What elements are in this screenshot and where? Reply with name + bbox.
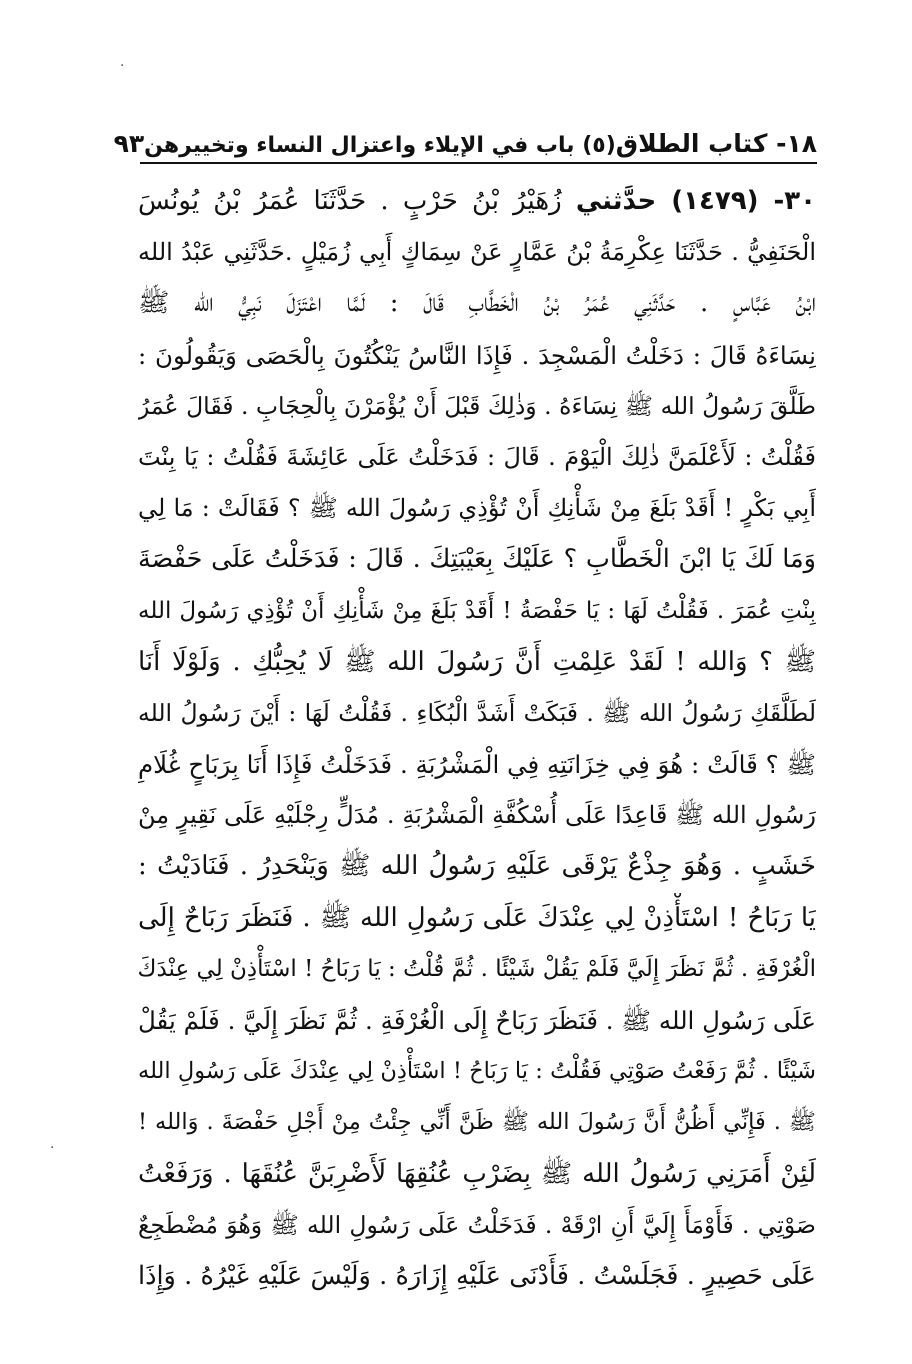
text-line: خَشَبٍ . وَهُوَ جِذْعٌ يَرْقَى عَلَيْهِ رَسُولُ الله ﷺ وَيَنْحَدِرُ . فَنَادَيْتُ : <box>138 851 816 882</box>
text-line: رَسُولِ الله ﷺ قَاعِدًا عَلَى أُسْكُفَّةِ الْمَشْرُبَةِ . مُدَلٍّ رِجْلَيْهِ عَلَى نَقِيرٍ مِنْ <box>138 801 816 830</box>
text-line-content: زُهَيْرُ بْنُ حَرْبٍ . حَدَّثَنَا عُمَرُ بْنُ يُونُسَ <box>138 186 562 216</box>
text-line: صَوْتِي . فَأَوْمَأَ إِلَيَّ أَنِ ارْقَهْ . فَدَخَلْتُ عَلَى رَسُولِ الله ﷺ وَهُوَ مُضْطَجِعٌ <box>138 1210 816 1239</box>
chapter-title: ١٨- كتاب الطلاق <box>615 129 817 158</box>
text-line: فَقُلْتُ : لَأَعْلَمَنَّ ذٰلِكَ الْيَوْمَ . قَالَ : فَدَخَلْتُ عَلَى عَائِشَةَ فَقُلْتُ : يَا بِنْتَ <box>138 442 816 471</box>
text-line: عَلَى حَصِيرٍ . فَجَلَسْتُ . فَأَدْنَى عَلَيْهِ إِزَارَهُ . وَلَيْسَ عَلَيْهِ غَيْرُهُ . وَإِذَا <box>138 1260 816 1291</box>
text-line: لَئِنْ أَمَرَنِي رَسُولُ الله ﷺ بِضَرْبِ عُنُقِهَا لَأَضْرِبَنَّ عُنُقَهَا . وَرَفَعْتُ <box>138 1158 816 1189</box>
text-line <box>138 176 816 227</box>
page-header <box>113 122 817 164</box>
section-title: (٥) باب في الإيلاء واعتزال النساء وتخييرهن <box>144 133 616 158</box>
text-line: نِسَاءَهُ قَالَ : دَخَلْتُ الْمَسْجِدَ . فَإِذَا النَّاسُ يَنْكُتُونَ بِالْحَصَى وَيَقُولُونَ : <box>138 340 816 370</box>
hadith-text <box>138 176 816 1302</box>
text-line: الْحَنَفِيُّ . حَدَّثَنَا عِكْرِمَةُ بْنُ عَمَّارٍ عَنْ سِمَاكٍ أَبِي زُمَيْلٍ .حَدَّثَنِي عَبْدُ الله <box>138 238 816 267</box>
text-line: وَمَا لَكَ يَا ابْنَ الْخَطَّابِ ؟ عَلَيْكَ بِعَيْبَتِكَ . قَالَ : فَدَخَلْتُ عَلَى حَفْصَةَ <box>138 544 816 575</box>
page-number: ٩٣ <box>113 129 145 158</box>
margin-dot-top: · <box>120 58 125 74</box>
text-line: الْغُرْفَةِ . ثُمَّ نَظَرَ إِلَيَّ فَلَمْ يَقُلْ شَيْئًا . ثُمَّ قُلْتُ : يَا رَبَاحُ ! اسْتَأْذِنْ لِي عِنْدَكَ <box>138 955 816 982</box>
text-line: ﷺ ؟ وَالله ! لَقَدْ عَلِمْتِ أَنَّ رَسُولَ الله ﷺ لَا يُحِبُّكِ . وَلَوْلَا أَنَا <box>138 646 816 677</box>
text-line: ﷺ ؟ قَالَتْ : هُوَ فِي خِزَانَتِهِ فِي الْمَشْرُبَةِ . فَدَخَلْتُ فَإِذَا أَنَا بِرَبَاحٍ غُلَامِ <box>138 750 816 780</box>
hadith-number: ٣٠- (١٤٧٩) حدَّثني <box>575 186 816 216</box>
text-line: بِنْتِ عُمَرَ . فَقُلْتُ لَهَا : يَا حَفْصَةُ ! أَقَدْ بَلَغَ مِنْ شَأْنِكِ أَنْ تُؤْذِي رَسُولَ الله <box>138 597 816 624</box>
text-line: ابْنُ عَبَّاسٍ . حَدَّثَنِي عُمَرُ بْنُ الْخَطَّابِ قَالَ : لَمَّا اعْتَزَلَ نَبِيُّ الله ﷺ <box>138 288 816 319</box>
text-line: أَبِي بَكْرٍ ! أَقَدْ بَلَغَ مِنْ شَأْنِكِ أَنْ تُؤْذِي رَسُولَ الله ﷺ ؟ فَقَالَتْ : مَا لِي <box>138 494 816 523</box>
text-line: طَلَّقَ رَسُولُ الله ﷺ نِسَاءَهُ . وَذٰلِكَ قَبْلَ أَنْ يُؤْمَرْنَ بِالْحِجَابِ . فَقَالَ عُمَرُ <box>138 391 816 420</box>
text-line: لَطَلَّقَكِ رَسُولُ الله ﷺ . فَبَكَتْ أَشَدَّ الْبُكَاءِ . فَقُلْتُ لَهَا : أَيْنَ رَسُولُ الله <box>138 698 816 727</box>
margin-dot-left: · <box>50 1140 55 1156</box>
text-line: ﷺ . فَإِنِّي أَظُنُّ أَنَّ رَسُولَ الله ﷺ ظَنَّ أَنِّي جِئْتُ مِنْ أَجْلِ حَفْصَةَ . وَالله ! <box>138 1109 816 1136</box>
text-line: يَا رَبَاحُ ! اسْتَأْذِنْ لِي عِنْدَكَ عَلَى رَسُولِ الله ﷺ . فَنَظَرَ رَبَاحٌ إِلَى <box>138 902 816 933</box>
text-line: شَيْئًا . ثُمَّ رَفَعْتُ صَوْتِي فَقُلْتُ : يَا رَبَاحُ ! اسْتَأْذِنْ لِي عِنْدَكَ عَلَى رَسُولِ الله <box>138 1058 816 1085</box>
text-line: عَلَى رَسُولِ الله ﷺ . فَنَظَرَ رَبَاحٌ إِلَى الْغُرْفَةِ . ثُمَّ نَظَرَ إِلَيَّ . فَلَمْ يَقُلْ <box>138 1006 816 1035</box>
